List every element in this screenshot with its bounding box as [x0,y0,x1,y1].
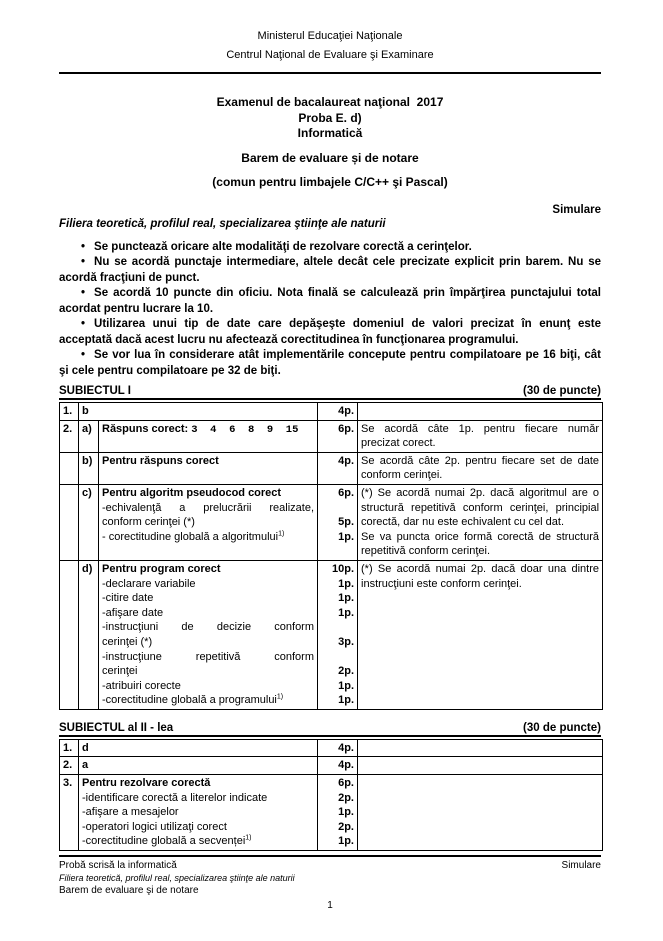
instruction-text: Se vor lua în considerare atât implementările concepute pentru compilatoare pe 16 biţi, cât şi cele pentru compilatoare pe 32 de biţi. [59,349,601,377]
answer-cell: d [79,739,318,757]
points-cell [318,484,358,560]
observations-cell [358,403,603,421]
points-cell: 6p. [318,420,358,452]
description-cell [99,420,318,452]
points-line: 6p. [338,486,355,499]
row-number: 1. [60,403,79,421]
bullet-icon: • [81,318,86,330]
observation-paragraph: (*) Se acordă numai 2p. dacă algoritmul are o structură repetitivă conform cerinţei, principial corectă, dar nu este echivalent cu cel dat. [361,486,600,529]
points-line [321,650,354,665]
bullet-icon: • [81,256,86,268]
points-line [321,501,354,516]
points-line: 1p. [338,577,355,590]
instruction-item [59,348,601,379]
points-line: 2p. [338,820,354,833]
filiera-label: Filiera teoretică, profilul real, specializarea ştiinţe ale naturii [59,217,386,230]
subject1-title: SUBIECTUL I [59,385,131,397]
criterion-line: conform cerinţei (*) [102,516,195,529]
observation-paragraph: (*) Se acordă numai 2p. dacă doar una dintre instrucţiuni este conform cerinţei. [361,562,600,590]
description-cell [99,484,318,560]
row-number [60,560,79,709]
row-number: 2. [60,757,79,775]
answer-cell: b [79,403,318,421]
languages-note: (comun pentru limbajele C/C++ şi Pascal) [212,175,448,189]
criterion-line: -identificare corectă a literelor indicate [82,791,268,804]
observations-cell [358,757,603,775]
footnote-marker: 1) [278,530,285,538]
row-number: 2. [60,420,79,452]
points-line: 10p. [332,562,355,575]
subject1-table [59,402,603,710]
points-line: 1p. [338,679,355,692]
instruction-item [59,255,601,286]
criterion-line: -afişare date [102,606,164,619]
table-row [60,739,603,757]
table-row [60,420,603,452]
criterion-line [82,834,314,849]
criterion-line: -citire date [102,592,154,605]
criterion-text: -corectitudine globală a programului [102,694,277,707]
table-row [60,403,603,421]
criterion-line: -echivalenţă a prelucrării realizate, [102,501,315,514]
points-line: 3p. [338,635,355,648]
observations-cell [358,739,603,757]
subject2-table [59,739,603,851]
row-number: 3. [60,775,79,851]
observations-cell: Se acordă câte 2p. pentru fiecare set de date conform cerinţei. [358,452,603,484]
barem-title: Barem de evaluare și de notare [241,150,419,165]
points-line: 1p. [338,606,355,619]
title-block [59,95,601,191]
points-cell: 4p. [318,757,358,775]
points-line: 6p. [338,777,354,790]
points-cell: 4p. [318,739,358,757]
answer-label: Răspuns corect: [102,422,189,435]
row-letter: a) [79,420,99,452]
bullet-icon: • [81,349,86,361]
subject1-heading [59,385,601,400]
row-number [60,452,79,484]
points-line [321,620,354,635]
points-cell: 4p. [318,452,358,484]
criterion-line [102,693,314,708]
observation-paragraph: Se va puncta orice formă corectă de structură repetitivă conform cerinţei. [361,530,600,558]
row-letter: c) [79,484,99,560]
points-line: 1p. [338,592,355,605]
observations-cell [358,560,603,709]
criterion-line: Pentru algoritm pseudocod corect [102,486,282,499]
footnote-marker: 1) [276,693,284,701]
subject2-title: SUBIECTUL al II - lea [59,721,174,734]
points-cell: 4p. [318,403,358,421]
criterion-line: -operatori logici utilizaţi corect [82,820,227,833]
center-name: Centrul Naţional de Evaluare şi Examinare [226,49,434,61]
answer-cell: a [79,757,318,775]
criterion-line: cerinţei (*) [102,635,153,648]
bullet-icon: • [81,240,86,253]
instruction-item [59,317,601,348]
points-line: 2p. [338,665,355,678]
observations-cell [358,775,603,851]
table-row [60,560,603,709]
points-line: 1p. [338,835,354,848]
footer-exam-name: Probă scrisă la informatică [59,860,177,872]
criterion-line: Pentru program corect [102,562,221,575]
description-cell [99,560,318,709]
instruction-text: Se acordă 10 puncte din oficiu. Nota finală se calculează prin împărţirea punctajului total acordat pentru lucrare la 10. [59,287,601,315]
subject2-points: (30 de puncte) [523,721,601,734]
exam-subject: Informatică [297,126,363,140]
footer-barem: Barem de evaluare şi de notare [59,885,199,897]
simulare-label: Simulare [552,203,601,216]
description-cell [79,775,318,851]
footer-simulare: Simulare [561,860,601,872]
points-line: 5p. [338,516,355,529]
criterion-line: -instrucţiune repetitivă conform [102,650,315,663]
row-number: 1. [60,739,79,757]
criterion-line: -instrucţiuni de decizie conform [102,621,315,634]
points-cell [318,775,358,851]
criterion-line: Pentru rezolvare corectă [82,777,211,790]
instruction-item [59,240,601,256]
points-line: 1p. [338,806,354,819]
row-letter: d) [79,560,99,709]
points-cell [318,560,358,709]
instruction-text: Utilizarea unui tip de date care depăşeşte domeniul de valori precizat în enunţ este acceptată dacă acest lucru nu afectează corectitudinea în funcţionarea programului. [59,318,601,346]
criterion-line: -atribuiri corecte [102,679,181,692]
exam-title: Examenul de bacalaureat naţional 2017 [216,95,444,109]
criterion-line [102,530,314,545]
page-number: 1 [327,900,333,912]
criterion-line: -afişare a mesajelor [82,806,179,819]
bullet-icon: • [81,287,86,299]
instruction-text: Nu se acordă punctaje intermediare, altele decât cele precizate explicit prin barem. Nu se acordă fracţiuni de punct. [59,256,601,284]
points-line: 1p. [338,694,355,707]
points-line: 2p. [338,791,354,804]
instructions-list [59,240,601,380]
observations-cell: Se acordă câte 1p. pentru fiecare număr precizat corect. [358,420,603,452]
exam-proba: Proba E. d) [298,110,362,125]
header-divider [59,72,601,74]
instruction-item [59,286,601,317]
answer-values: 3 4 6 8 9 15 [191,423,299,436]
criterion-text: - corectitudine globală a algoritmului [102,530,279,543]
criterion-text: -corectitudine globală a secvenței [82,835,246,848]
observations-cell [358,484,603,560]
description-cell: Pentru răspuns corect [99,452,318,484]
subject2-heading [59,722,601,737]
footnote-marker: 1) [245,834,252,842]
table-row [60,452,603,484]
criterion-line: cerinţei [102,665,138,678]
table-row [60,775,603,851]
org-header [59,27,601,65]
footer-row [59,859,601,872]
table-row [60,484,603,560]
subject1-points: (30 de puncte) [523,385,601,397]
row-number [60,484,79,560]
criterion-line: -declarare variabile [102,577,196,590]
row-letter: b) [79,452,99,484]
footer-divider [59,855,601,857]
footer-filiera: Filiera teoretică, profilul real, specializarea ştiinţe ale naturii [59,873,295,884]
ministry-name: Ministerul Educaţiei Naţionale [257,30,403,42]
points-line: 1p. [338,530,355,543]
table-row [60,757,603,775]
instruction-text: Se punctează oricare alte modalităţi de rezolvare corectă a cerinţelor. [94,240,472,253]
